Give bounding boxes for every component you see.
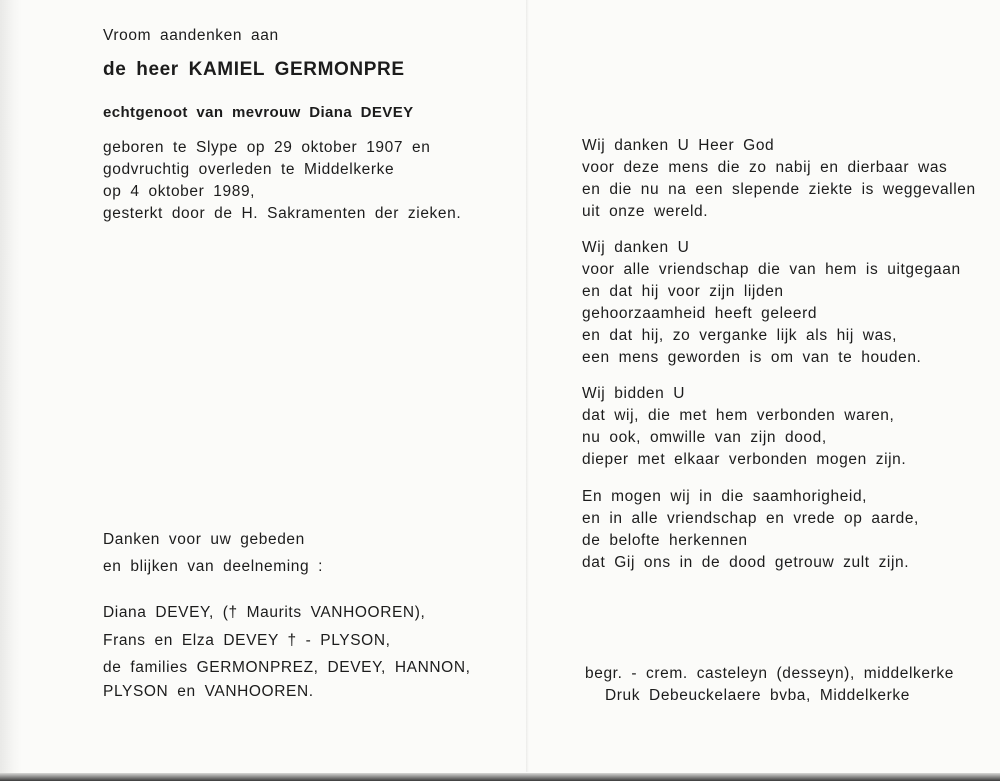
prayer-line: en dat hij, zo verganke lijk als hij was, [582, 327, 898, 344]
prayer-line: en in alle vriendschap en vrede op aarde, [582, 510, 919, 527]
spouse-line: echtgenoot van mevrouw Diana DEVEY [103, 104, 414, 121]
page-shadow-bottom [0, 773, 1000, 781]
intro-text: Vroom aandenken aan [103, 27, 279, 44]
prayer-line: en die nu na een slepende ziekte is weggevallen [582, 181, 976, 198]
prayer-line: de belofte herkennen [582, 532, 748, 549]
family-line: de families GERMONPREZ, DEVEY, HANNON, [103, 659, 471, 676]
prayer-line: Wij bidden U [582, 385, 686, 402]
family-line: PLYSON en VANHOOREN. [103, 683, 314, 700]
prayer-line: dat Gij ons in de dood getrouw zult zijn. [582, 554, 910, 571]
prayer-line: dieper met elkaar verbonden mogen zijn. [582, 451, 907, 468]
thanks-line: en blijken van deelneming : [103, 558, 324, 575]
prayer-line: voor alle vriendschap die van hem is uitgegaan [582, 261, 961, 278]
prayer-line: En mogen wij in die saamhorigheid, [582, 488, 868, 505]
prayer-line: voor deze mens die zo nabij en dierbaar was [582, 159, 948, 176]
detail-line: godvruchtig overleden te Middelkerke [103, 161, 395, 178]
prayer-line: dat wij, die met hem verbonden waren, [582, 407, 895, 424]
prayer-line: Wij danken U Heer God [582, 137, 775, 154]
family-line: Frans en Elza DEVEY † - PLYSON, [103, 632, 391, 649]
deceased-name: de heer KAMIEL GERMONPRE [103, 59, 405, 80]
detail-line: geboren te Slype op 29 oktober 1907 en [103, 139, 431, 156]
card-fold [526, 0, 529, 772]
prayer-line: uit onze wereld. [582, 203, 709, 220]
family-line: Diana DEVEY, († Maurits VANHOOREN), [103, 604, 426, 621]
prayer-line: en dat hij voor zijn lijden [582, 283, 784, 300]
prayer-line: nu ook, omwille van zijn dood, [582, 429, 827, 446]
page-shadow-left [0, 0, 22, 781]
detail-line: op 4 oktober 1989, [103, 183, 256, 200]
printer-credit: Druk Debeuckelaere bvba, Middelkerke [605, 687, 910, 704]
thanks-line: Danken voor uw gebeden [103, 531, 305, 548]
prayer-line: Wij danken U [582, 239, 690, 256]
prayer-line: een mens geworden is om van te houden. [582, 349, 922, 366]
detail-line: gesterkt door de H. Sakramenten der zieken. [103, 205, 462, 222]
prayer-line: gehoorzaamheid heeft geleerd [582, 305, 818, 322]
undertaker-credit: begr. - crem. casteleyn (desseyn), middelkerke [585, 665, 954, 682]
